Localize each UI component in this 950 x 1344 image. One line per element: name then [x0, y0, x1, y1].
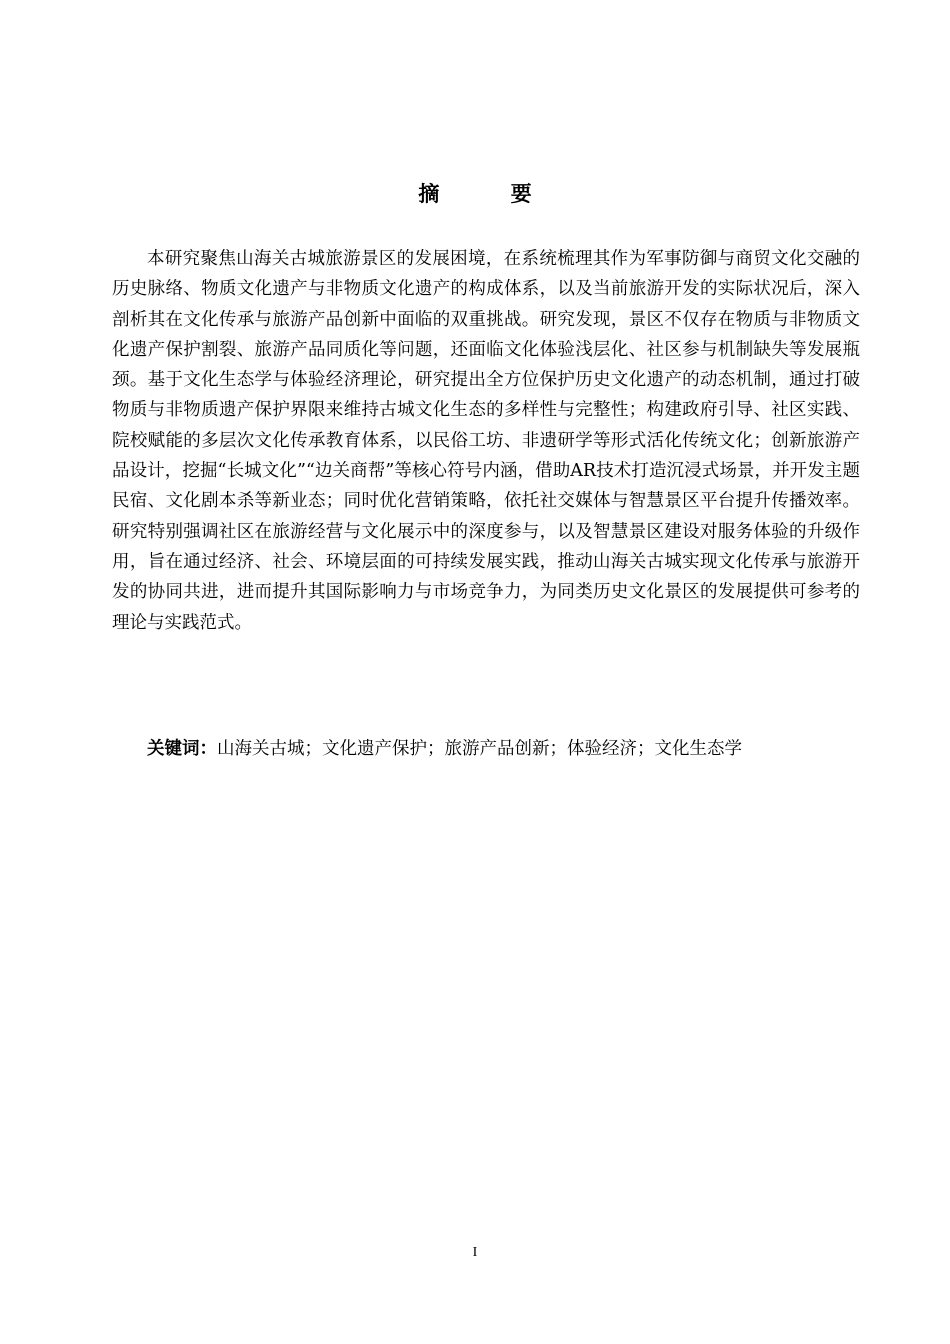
page-title: 摘 要 [418, 182, 564, 206]
keywords-label: 关键词： [147, 739, 217, 759]
keywords-text: 山海关古城；文化遗产保护；旅游产品创新；体验经济；文化生态学 [217, 739, 742, 759]
keywords-line [147, 734, 860, 764]
page-number: I [472, 1245, 478, 1260]
abstract-paragraph: 本研究聚焦山海关古城旅游景区的发展困境，在系统梳理其作为军事防御与商贸文化交融的历史脉络、物质文化遗产与非物质文化遗产的构成体系，以及当前旅游开发的实际状况后，深入剖析其在文化传承与旅游产品创新中面临的双重挑战。研究发现，景区不仅存在物质与非物质文化遗产保护割裂、旅游产品同质化等问题，还面临文化体验浅层化、社区参与机制缺失等发展瓶颈。基于文化生态学与体验经济理论，研究提出全方位保护历史文化遗产的动态机制，通过打破物质与非物质遗产保护界限来维持古城文化生态的多样性与完整性；构建政府引导、社区实践、院校赋能的多层次文化传承教育体系，以民俗工坊、非遗研学等形式活化传统文化；创新旅游产品设计，挖掘“长城文化”“边关商帮”等核心符号内涵，借助AR技术打造沉浸式场景，并开发主题民宿、文化剧本杀等新业态；同时优化营销策略，依托社交媒体与智慧景区平台提升传播效率。研究特别强调社区在旅游经营与文化展示中的深度参与，以及智慧景区建设对服务体验的升级作用，旨在通过经济、社会、环境层面的可持续发展实践，推动山海关古城实现文化传承与旅游开发的协同共进，进而提升其国际影响力与市场竞争力，为同类历史文化景区的发展提供可参考的理论与实践范式。 [112, 249, 860, 633]
